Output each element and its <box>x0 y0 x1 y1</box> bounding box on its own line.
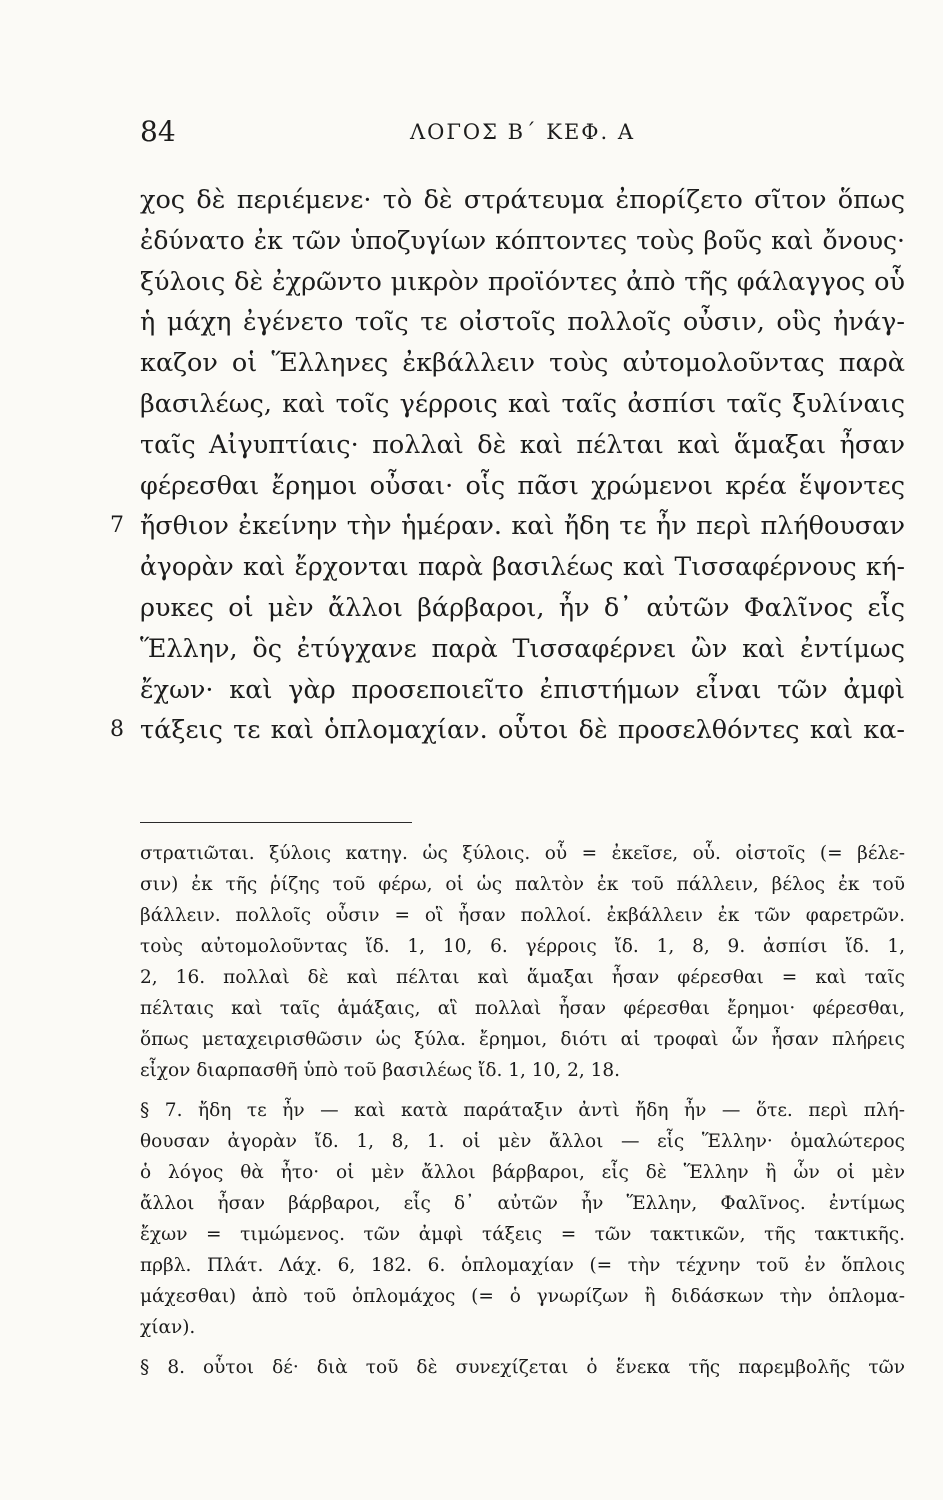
footnote-line: μάχεσθαι) ἀπὸ τοῦ ὁπλομάχος (= ὁ γνωρίζων ἢ διδάσκων τὴν ὁπλομα- <box>140 1286 905 1307</box>
text-line <box>140 466 905 507</box>
text-line <box>140 629 905 670</box>
text-line-content: τάξεις τε καὶ ὁπλομαχίαν. οὗτοι δὲ προσελθόντες καὶ κα- <box>140 715 905 746</box>
text-line-content: ἔχων· καὶ γὰρ προσεποιεῖτο ἐπιστήμων εἶναι τῶν ἀμφὶ <box>140 674 905 705</box>
text-line-content: βασιλέως, καὶ τοῖς γέρροις καὶ ταῖς ἀσπίσι ταῖς ξυλίναις <box>140 388 905 419</box>
text-line <box>140 425 905 466</box>
text-line-content: ξύλοις δὲ ἐχρῶντο μικρὸν προϊόντες ἀπὸ τῆς φάλαγγος οὗ <box>140 266 905 297</box>
footnote-line: τοὺς αὐτομολοῦντας ἴδ. 1, 10, 6. γέρροις ἴδ. 1, 8, 9. ἀσπίσι ἴδ. 1, <box>140 936 905 957</box>
text-line <box>140 180 905 221</box>
footnote-line: ἄλλοι ἦσαν βάρβαροι, εἷς δ᾽ αὐτῶν ἦν Ἕλλην, Φαλῖνος. ἐντίμως <box>140 1193 905 1214</box>
text-line <box>140 384 905 425</box>
footnote-line: εἶχον διαρπασθῆ ὑπὸ τοῦ βασιλέως ἴδ. 1, 10, 2, 18. <box>140 1060 621 1081</box>
text-line-content: ἤσθιον ἐκείνην τὴν ἡμέραν. καὶ ἤδη τε ἦν περὶ πλήθουσαν <box>140 511 905 542</box>
footnote-line: σιν) ἐκ τῆς ῥίζης τοῦ φέρω, οἱ ὡς παλτὸν ἐκ τοῦ πάλλειν, βέλος ἐκ τοῦ <box>140 874 905 895</box>
text-line-content: ἐδύνατο ἐκ τῶν ὑποζυγίων κόπτοντες τοὺς βοῦς καὶ ὄνους· <box>140 225 905 255</box>
text-line-content: χος δὲ περιέμενε· τὸ δὲ στράτευμα ἐπορίζετο σῖτον ὅπως <box>140 185 905 215</box>
text-line <box>110 506 905 547</box>
text-line <box>140 302 905 343</box>
footnote-gap <box>140 1086 905 1095</box>
footnote-line: ὁ λόγος θὰ ἦτο· οἱ μὲν ἄλλοι βάρβαροι, εἷς δὲ Ἕλλην ἢ ὧν οἱ μὲν <box>140 1162 905 1183</box>
footnote-line: § 8. οὗτοι δέ· διὰ τοῦ δὲ συνεχίζεται ὁ ἕνεκα τῆς παρεμβολῆς τῶν <box>140 1357 905 1378</box>
text-line <box>140 588 905 629</box>
footnote-line: πρβλ. Πλάτ. Λάχ. 6, 182. 6. ὁπλομαχίαν (= τὴν τέχνην τοῦ ἐν ὅπλοις <box>140 1255 905 1276</box>
text-line <box>110 710 905 751</box>
footnote-line: ἔχων = τιμώμενος. τῶν ἀμφὶ τάξεις = τῶν τακτικῶν, τῆς τακτικῆς. <box>140 1224 905 1245</box>
text-line <box>140 221 905 262</box>
text-line-content: Ἕλλην, ὃς ἐτύγχανε παρὰ Τισσαφέρνει ὢν καὶ ἐντίμως <box>140 633 905 664</box>
footnote-line: βάλλειν. πολλοῖς οὖσιν = οἳ ἦσαν πολλοί. ἐκβάλλειν ἐκ τῶν φαρετρῶν. <box>140 905 905 926</box>
running-head <box>140 112 905 152</box>
text-line-content: φέρεσθαι ἔρημοι οὖσαι· οἷς πᾶσι χρώμενοι κρέα ἕψοντες <box>140 470 905 501</box>
text-line <box>140 262 905 303</box>
text-line-content: καζον οἱ Ἕλληνες ἐκβάλλειν τοὺς αὐτομολοῦντας παρὰ <box>140 348 905 379</box>
main-text-block <box>110 180 905 751</box>
footnote-line: § 7. ἤδη τε ἦν — καὶ κατὰ παράταξιν ἀντὶ ἤδη ἦν — ὅτε. περὶ πλή- <box>140 1100 905 1121</box>
text-line-content: ἡ μάχη ἐγένετο τοῖς τε οἰστοῖς πολλοῖς οὖσιν, οὓς ἠνάγ- <box>140 307 905 338</box>
text-line-content: ταῖς Αἰγυπτίαις· πολλαὶ δὲ καὶ πέλται καὶ ἅμαξαι ἦσαν <box>140 429 905 460</box>
footnote-line: στρατιῶται. ξύλοις κατηγ. ὡς ξύλοις. οὗ = ἐκεῖσε, οὗ. οἰστοῖς (= βέλε- <box>140 843 905 864</box>
running-title: ΛΟΓΟΣ Β΄ ΚΕΦ. Α <box>409 120 636 144</box>
footnote-line: ὅπως μεταχειρισθῶσιν ὡς ξύλα. ἔρημοι, διότι αἱ τροφαὶ ὧν ἦσαν πλήρεις <box>140 1029 905 1050</box>
footnote-line: 2, 16. πολλαὶ δὲ καὶ πέλται καὶ ἅμαξαι ἦσαν φέρεσθαι = καὶ ταῖς <box>140 967 905 988</box>
footnote-line: πέλταις καὶ ταῖς ἁμάξαις, αἳ πολλαὶ ἦσαν φέρεσθαι ἔρημοι· φέρεσθαι, <box>140 998 905 1019</box>
text-line <box>140 343 905 384</box>
text-line-content: ρυκες οἱ μὲν ἄλλοι βάρβαροι, ἦν δ᾽ αὐτῶν Φαλῖνος εἷς <box>140 592 905 623</box>
footnote-separator-rule <box>140 822 412 823</box>
footnote-line: θουσαν ἀγορὰν ἴδ. 1, 8, 1. οἱ μὲν ἄλλοι — εἷς Ἕλλην· ὁμαλώτερος <box>140 1131 905 1152</box>
footnote-gap <box>140 1343 905 1352</box>
text-line <box>140 670 905 711</box>
section-number: 8 <box>110 717 124 743</box>
footnotes-block <box>140 838 905 1383</box>
text-line <box>140 547 905 588</box>
section-number: 7 <box>110 513 124 539</box>
text-line-content: ἀγορὰν καὶ ἔρχονται παρὰ βασιλέως καὶ Τισσαφέρνους κή- <box>140 552 905 582</box>
footnote-line: χίαν). <box>140 1317 196 1338</box>
page-number: 84 <box>140 115 176 148</box>
